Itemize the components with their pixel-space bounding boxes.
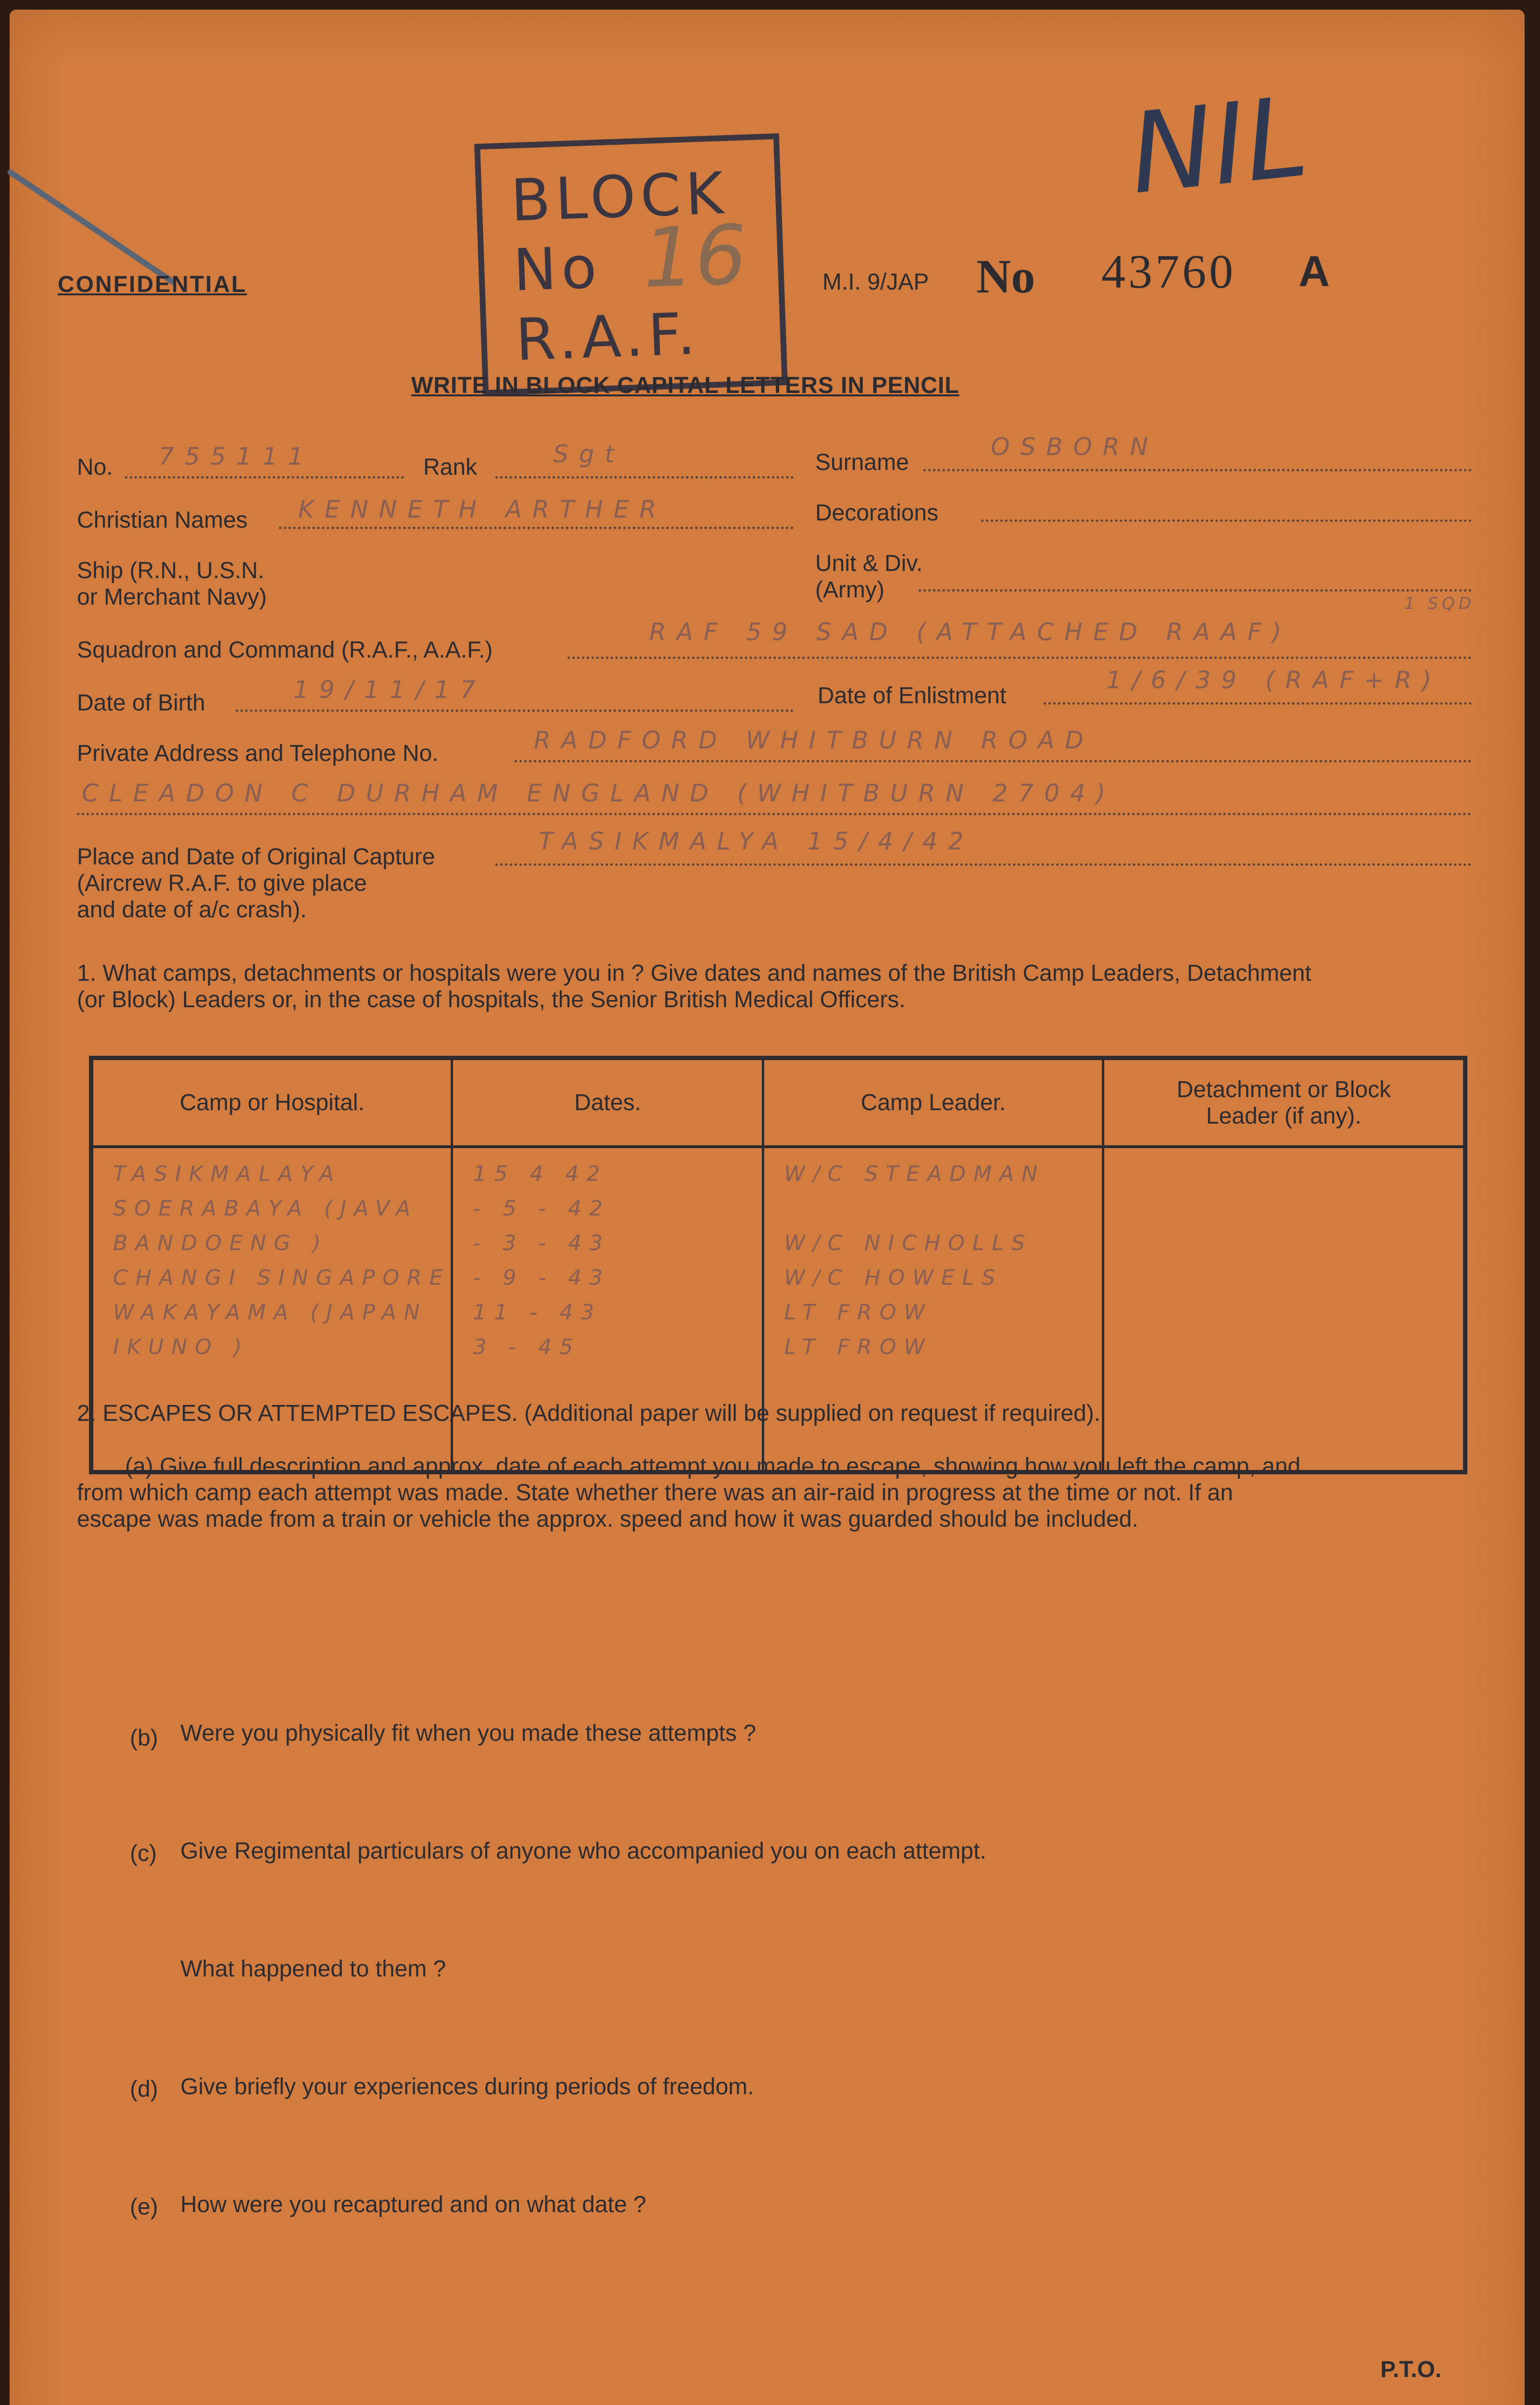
enlistment-value: 1/6/39 (RAF+R) — [1106, 666, 1442, 694]
squadron-value: RAF 59 SAD (ATTACHED RAAF) — [649, 618, 1292, 646]
question-2c-text: Give Regimental particulars of anyone who accompanied you on each attempt. — [180, 1838, 986, 1864]
leader-cell: W/C HOWELS — [784, 1266, 1003, 1290]
christian-names-label: Christian Names — [77, 507, 248, 533]
question-1-line-2: (or Block) Leaders or, in the case of hospitals, the Senior British Medical Officers. — [77, 987, 906, 1013]
squadron-extra-value: 1 SQD — [1404, 594, 1475, 613]
christian-names-line — [279, 527, 794, 529]
service-number-value: 755111 — [159, 443, 314, 470]
leader-cell: LT FROW — [784, 1335, 933, 1359]
leader-cell: W/C STEADMAN — [784, 1162, 1046, 1186]
capture-label-3: and date of a/c crash). — [77, 897, 307, 923]
form-suffix: A — [1299, 248, 1330, 296]
dob-value: 19/11/17 — [293, 676, 486, 704]
squadron-label: Squadron and Command (R.A.F., A.A.F.) — [77, 637, 493, 663]
enlistment-line — [1044, 702, 1472, 705]
header-camp-leader: Camp Leader. — [763, 1058, 1103, 1147]
confidential-label: CONFIDENTIAL — [58, 272, 247, 297]
stamp-block-text: BLOCK — [509, 160, 730, 235]
decorations-line — [981, 519, 1472, 522]
capture-value: TASIKMALYA 15/4/42 — [539, 827, 974, 855]
question-2a-line-3: escape was made from a train or vehicle the approx. speed and how it was guarded should be included. — [77, 1506, 1138, 1532]
question-2e-text: How were you recaptured and on what date ? — [180, 2192, 646, 2217]
camp-cell: WAKAYAMA (JAPAN — [113, 1300, 428, 1325]
camp-cell: CHANGI SINGAPORE — [113, 1266, 451, 1290]
christian-names-value: KENNETH ARTHER — [298, 495, 667, 523]
unit-label-1: Unit & Div. — [815, 551, 923, 576]
enlistment-label: Date of Enlistment — [818, 683, 1007, 709]
address-label: Private Address and Telephone No. — [77, 741, 439, 766]
surname-line — [923, 469, 1472, 471]
capture-label-1: Place and Date of Original Capture — [77, 844, 435, 870]
address-line-2 — [77, 813, 1472, 815]
decorations-label: Decorations — [815, 500, 939, 526]
stamp-no-text: No — [512, 234, 603, 304]
date-cell: - 3 - 43 — [473, 1231, 611, 1255]
no-label: No. — [77, 455, 113, 480]
leader-cell — [765, 1196, 1101, 1231]
address-value-1: RADFORD WHITBURN ROAD — [534, 726, 1094, 754]
no-symbol: No — [976, 250, 1035, 303]
form-number: 43760 — [1101, 245, 1236, 298]
rank-line — [495, 476, 794, 479]
rank-value: Sgt — [553, 440, 625, 468]
surname-value: OSBORN — [991, 433, 1159, 461]
dob-label: Date of Birth — [77, 690, 205, 716]
date-cell: - 5 - 42 — [473, 1196, 611, 1221]
camp-cell: TASIKMALAYA — [113, 1162, 341, 1186]
camp-cell: SOERABAYA (JAVA — [113, 1196, 418, 1221]
question-2a-line-1: (a) Give full description and approx. date of each attempt you made to escape, showing how you left the camp, and — [125, 1454, 1301, 1479]
question-1-line-1: 1. What camps, detachments or hospitals were you in ? Give dates and names of the British Camp Leaders, Detachment — [77, 961, 1312, 986]
camp-cell: IKUNO ) — [113, 1335, 250, 1359]
capture-line — [495, 863, 1472, 866]
camp-cell: BANDOENG ) — [113, 1231, 328, 1255]
date-cell: 15 4 42 — [473, 1162, 608, 1186]
surname-label: Surname — [815, 450, 909, 475]
question-2d-text: Give briefly your experiences during periods of freedom. — [180, 2074, 754, 2100]
stamp-raf-text: R.A.F. — [514, 301, 701, 374]
ship-label-2: or Merchant Navy) — [77, 584, 267, 610]
question-2c-subtext: What happened to them ? — [180, 1956, 446, 1982]
squadron-line — [568, 657, 1472, 659]
dob-line — [236, 709, 794, 712]
ship-label-1: Ship (R.N., U.S.N. — [77, 558, 265, 583]
question-2b-mark: (b) — [130, 1725, 158, 1751]
pto-label: P.T.O. — [1380, 2357, 1442, 2382]
header-camp: Camp or Hospital. — [91, 1058, 452, 1147]
block-stamp — [474, 133, 788, 396]
date-cell: 11 - 43 — [473, 1300, 602, 1325]
question-2c-mark: (c) — [130, 1841, 157, 1866]
question-2-title: 2. ESCAPES OR ATTEMPTED ESCAPES. (Additional paper will be supplied on request if required). — [77, 1401, 1101, 1426]
header-dates: Dates. — [452, 1058, 763, 1147]
binding-string — [6, 168, 177, 286]
question-2d-mark: (d) — [130, 2076, 158, 2102]
unit-line — [919, 589, 1472, 592]
leader-cell: W/C NICHOLLS — [784, 1231, 1033, 1255]
header-detachment-leader: Detachment or Block Leader (if any). — [1103, 1058, 1465, 1147]
stamp-handwritten-number: 16 — [641, 207, 749, 307]
form-page — [10, 10, 1525, 2405]
nil-annotation: NIL — [1124, 73, 1313, 219]
no-line — [125, 476, 404, 479]
date-cell: 3 - 45 — [473, 1335, 581, 1359]
date-cell: - 9 - 43 — [473, 1266, 611, 1290]
leader-cell: LT FROW — [784, 1300, 933, 1325]
rank-label: Rank — [423, 455, 478, 480]
question-2b-text: Were you physically fit when you made these attempts ? — [180, 1721, 757, 1746]
question-2e-mark: (e) — [130, 2194, 158, 2220]
address-value-2: CLEADON C DURHAM ENGLAND (WHITBURN 2704) — [82, 779, 1116, 807]
instruction-heading: WRITE IN BLOCK CAPITAL LETTERS IN PENCIL — [411, 373, 959, 398]
question-2a-line-2: from which camp each attempt was made. State whether there was an air-raid in progress at the time or not. If an — [77, 1480, 1233, 1506]
address-line-1 — [515, 760, 1472, 762]
form-reference: M.I. 9/JAP — [822, 269, 929, 295]
unit-label-2: (Army) — [815, 577, 884, 603]
capture-label-2: (Aircrew R.A.F. to give place — [77, 871, 367, 896]
detachment-column — [1103, 1147, 1465, 1472]
